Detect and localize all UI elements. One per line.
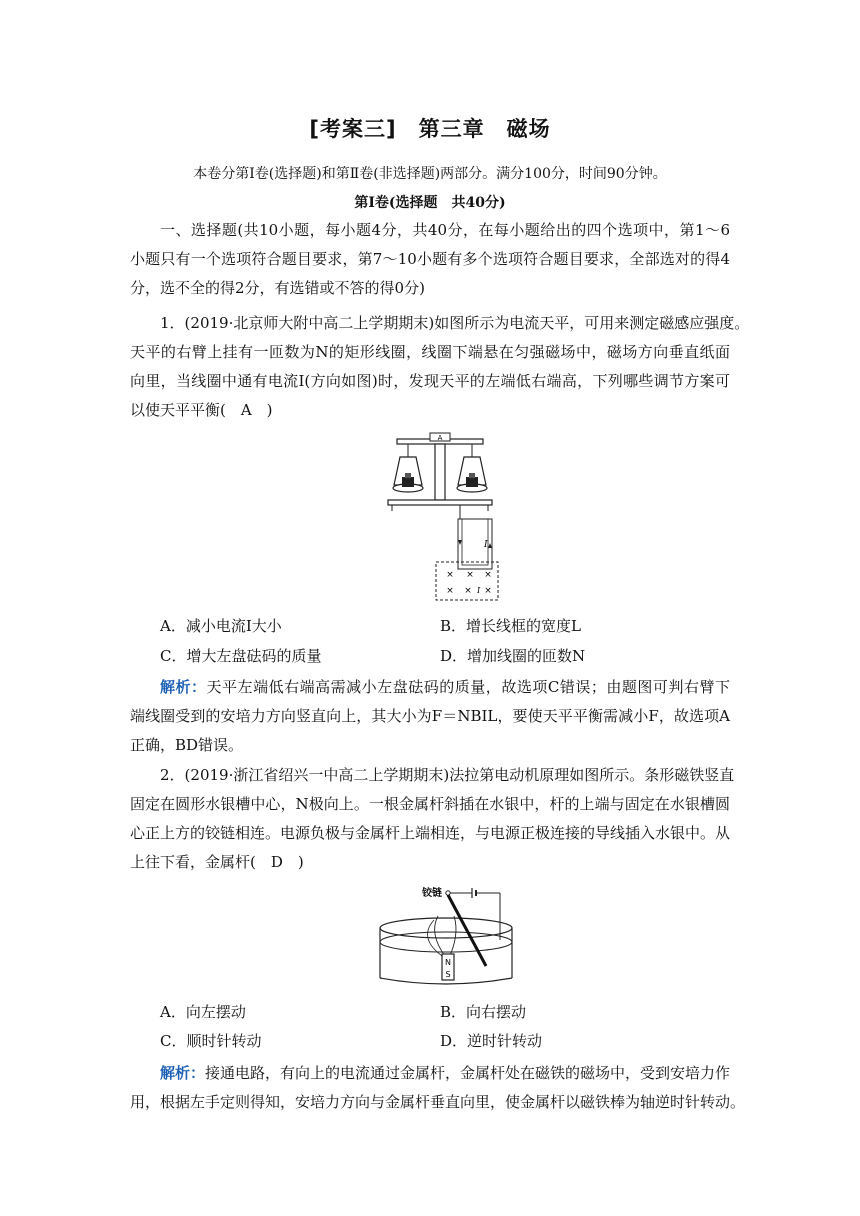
field-cross: × bbox=[484, 570, 492, 580]
q1-option-d[interactable]: D．增加线圈的匝数N bbox=[440, 647, 586, 665]
field-cross: × bbox=[466, 570, 474, 580]
field-cross: × bbox=[446, 586, 454, 596]
north-pole: N bbox=[445, 958, 451, 967]
analysis-line: 用，根据左手定则得知，安培力方向与金属杆垂直向里，使金属杆以磁铁棒为轴逆时针转动。 bbox=[130, 1093, 746, 1111]
question-2 bbox=[130, 761, 735, 877]
current-balance-figure bbox=[380, 425, 500, 605]
instructions bbox=[130, 216, 730, 303]
analysis-line: 解析：接通电路，有向上的电流通过金属杆，金属杆处在磁铁的磁场中，受到安培力作 bbox=[160, 1064, 731, 1082]
field-cross: × bbox=[484, 586, 492, 596]
question-line: 固定在圆形水银槽中心，N极向上。一根金属杆斜插在水银中，杆的上端与固定在水银槽圆 bbox=[130, 795, 730, 813]
field-cross: × bbox=[446, 570, 454, 580]
question-line: 1．(2019·北京师大附中高二上学期期末)如图所示为电流天平，可用来测定磁感应强度。 bbox=[160, 314, 750, 332]
q2-option-a[interactable]: A．向左摆动 bbox=[160, 1003, 246, 1021]
question-1 bbox=[130, 309, 750, 425]
analysis-label: 解析： bbox=[160, 1064, 206, 1082]
south-pole: S bbox=[445, 970, 451, 979]
question-line: 2．(2019·浙江省绍兴一中高二上学期期末)法拉第电动机原理如图所示。条形磁铁竖直 bbox=[160, 766, 735, 784]
section-heading: 第Ⅰ卷(选择题 共40分) bbox=[354, 195, 506, 211]
q2-option-c[interactable]: C．顺时针转动 bbox=[160, 1032, 262, 1050]
instruction-line: 一、选择题(共10小题，每小题4分，共40分，在每小题给出的四个选项中，第1～6 bbox=[160, 221, 730, 239]
question-line: 心正上方的铰链相连。电源负极与金属杆上端相连，与电源正极连接的导线插入水银中。从 bbox=[130, 824, 731, 842]
analysis-label: 解析： bbox=[160, 678, 207, 696]
question-line: 天平的右臂上挂有一匝数为N的矩形线圈，线圈下端悬在匀强磁场中，磁场方向垂直纸面 bbox=[130, 343, 730, 361]
q1-option-c[interactable]: C．增大左盘砝码的质量 bbox=[160, 647, 322, 665]
q1-option-a[interactable]: A．减小电流I大小 bbox=[160, 617, 282, 635]
left-weight bbox=[402, 477, 414, 487]
analysis-line: 解析：天平左端低右端高需减小左盘砝码的质量，故选项C错误；由题图可判右臂下 bbox=[160, 678, 730, 696]
hinge-label: 铰链 bbox=[422, 888, 442, 899]
current-label: I bbox=[484, 540, 488, 550]
q1-option-b[interactable]: B．增长线框的宽度L bbox=[440, 617, 581, 635]
question-line: 以使天平平衡( A ) bbox=[130, 401, 273, 419]
current-label: I bbox=[477, 586, 481, 595]
analysis-line: 端线圈受到的安培力方向竖直向上，其大小为F＝NBIL，要使天平平衡需减小F，故选项A bbox=[130, 707, 730, 725]
page-title: [考案三] 第三章 磁场 bbox=[309, 117, 551, 141]
question-line: 上往下看，金属杆( D ) bbox=[130, 853, 304, 871]
exam-intro: 本卷分第Ⅰ卷(选择题)和第Ⅱ卷(非选择题)两部分。满分100分，时间90分钟。 bbox=[193, 166, 667, 182]
right-weight bbox=[466, 477, 478, 487]
plate-label: A bbox=[437, 434, 443, 442]
q2-analysis bbox=[130, 1059, 746, 1117]
hinge bbox=[446, 891, 450, 895]
field-cross: × bbox=[464, 586, 472, 596]
balance-base bbox=[388, 500, 492, 505]
question-line: 向里，当线圈中通有电流I(方向如图)时，发现天平的左端低右端高，下列哪些调节方案可 bbox=[130, 372, 730, 390]
balance-pillar bbox=[435, 444, 445, 500]
q1-analysis bbox=[130, 673, 730, 760]
instruction-line: 小题只有一个选项符合题目要求，第7～10小题有多个选项符合题目要求，全部选对的得4 bbox=[130, 250, 730, 268]
instruction-line: 分，选不全的得2分，有选错或不答的得0分) bbox=[130, 279, 425, 297]
analysis-line: 正确，BD错误。 bbox=[130, 736, 244, 754]
faraday-motor-figure bbox=[376, 880, 516, 988]
q2-option-b[interactable]: B．向右摆动 bbox=[440, 1003, 527, 1021]
q2-option-d[interactable]: D．逆时针转动 bbox=[440, 1032, 543, 1050]
